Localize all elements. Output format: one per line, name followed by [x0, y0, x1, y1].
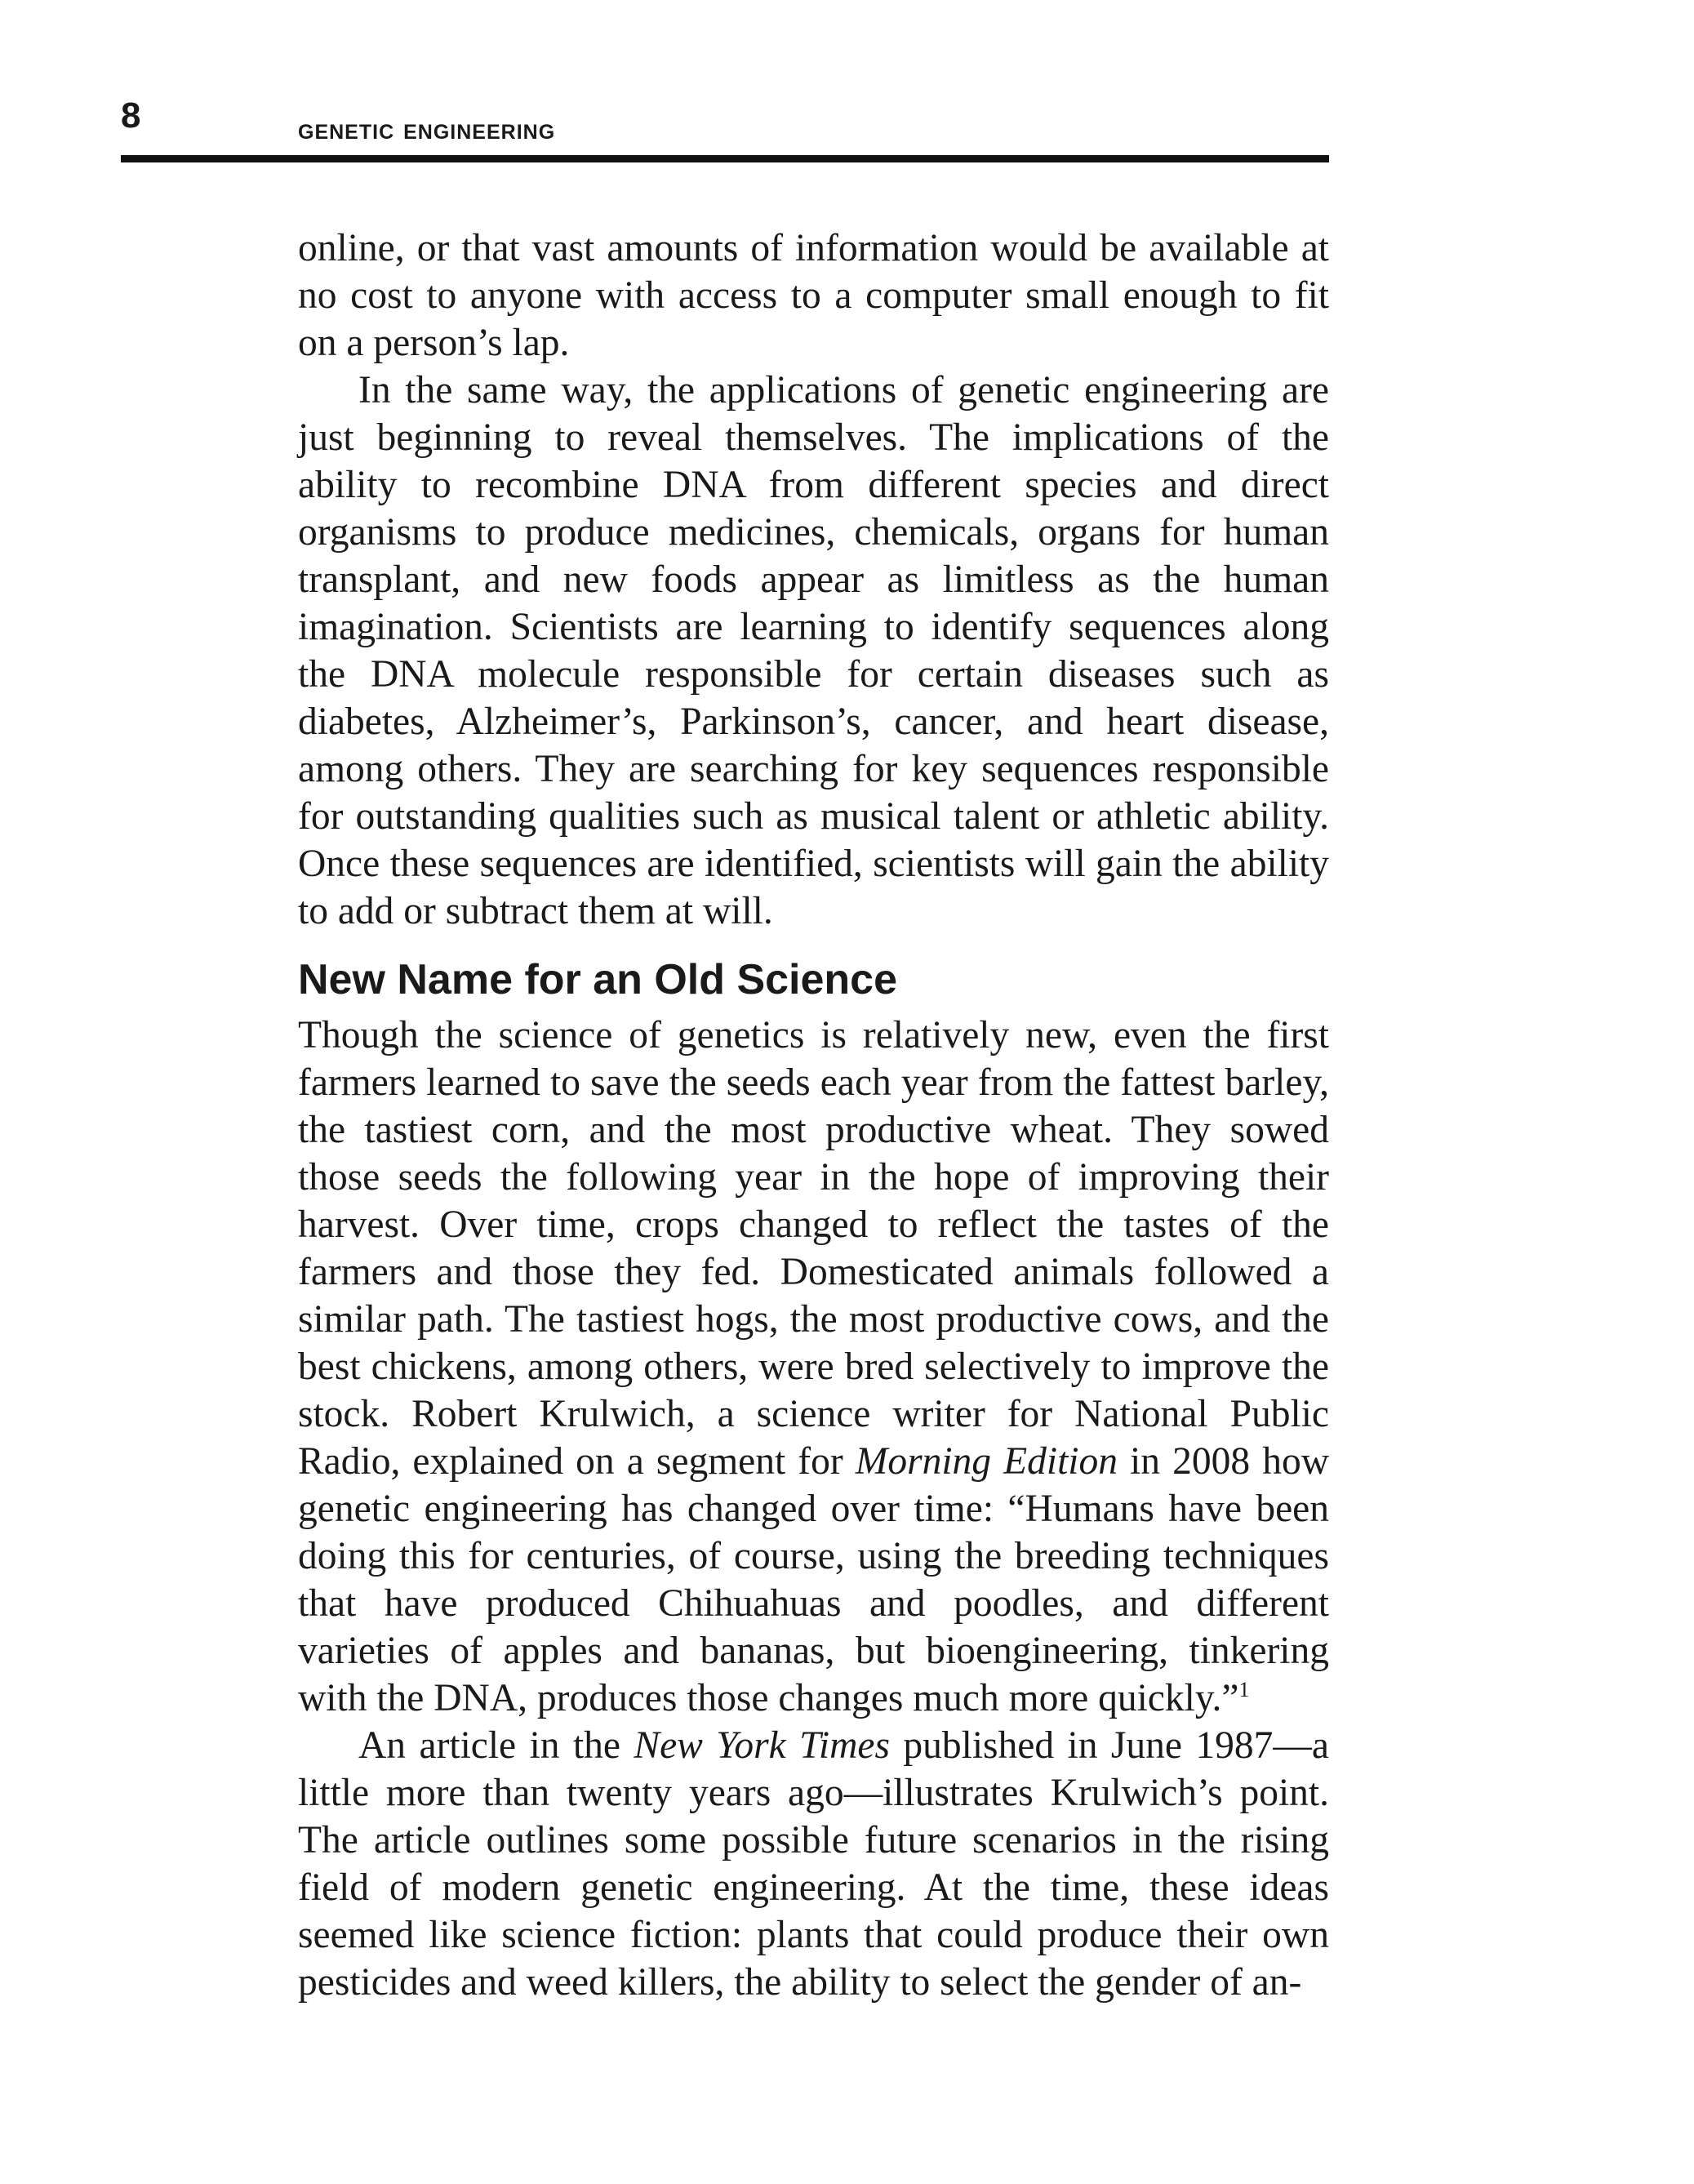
header-rule [121, 155, 1329, 162]
paragraph-3 [298, 1012, 1329, 1722]
paragraph-4-text-a: An article in the [358, 1724, 634, 1767]
paragraph-4-text-b: published in June 1987—a little more than twenty years ago—illustrates Krulwich’s point. The article outlines some possible future scenarios in the rising field of modern genetic engineering. At the time, these ideas seemed like science fiction: plants that could produce their own pesticides and weed killers, the ability to select the gender of an- [298, 1724, 1330, 2004]
page-number: 8 [121, 96, 141, 136]
paragraph-2: In the same way, the applications of genetic engineering are just beginning to reveal themselves. The implications of the ability to recombine DNA from different species and direct organisms to produce medicines, chemicals, organs for human transplant, and new foods appear as limitless as the human imagination. Scientists are learning to identify sequences along the DNA molecule responsible for certain diseases such as diabetes, Alzheimer’s, Parkinson’s, cancer, and heart disease, among others. They are searching for key sequences responsible for outstanding qualities such as musical talent or athletic ability. Once these sequences are identified, scientists will gain the ability to add or subtract them at will. [298, 369, 1329, 932]
paragraph-4-italic: New York Times [634, 1724, 890, 1767]
footnote-ref: 1 [1238, 1678, 1250, 1702]
section-heading: New Name for an Old Science [298, 956, 898, 1003]
paragraph-3-text-b: in 2008 how genetic engineering has changed over time: “Humans have been doing this for centuries, of course, using the breeding techniques that have produced Chihuahuas and poodles, and different varieties of apples and bananas, but bioengineering, tinkering with the DNA, produces those changes much more quickly.” [298, 1440, 1330, 1719]
paragraph-1: online, or that vast amounts of information would be available at no cost to anyone with access to a computer small enough to fit on a person’s lap. [298, 227, 1329, 364]
paragraph-4 [298, 1722, 1329, 2006]
paragraph-3-italic: Morning Edition [855, 1440, 1118, 1483]
text-block [298, 225, 1329, 2006]
paragraph-3-text-a: Though the science of genetics is relatively new, even the first farmers learned to save the seeds each year from the fattest barley, the tastiest corn, and the most productive wheat. They sowed those seeds the following year in the hope of improving their harvest. Over time, crops changed to reflect the tastes of the farmers and those they fed. Domesticated animals followed a similar path. The tastiest hogs, the most productive cows, and the best chickens, among others, were bred selectively to improve the stock. Robert Krulwich, a science writer for National Public Radio, explained on a segment for [298, 1014, 1329, 1483]
running-head: genetic engineering [298, 112, 556, 145]
